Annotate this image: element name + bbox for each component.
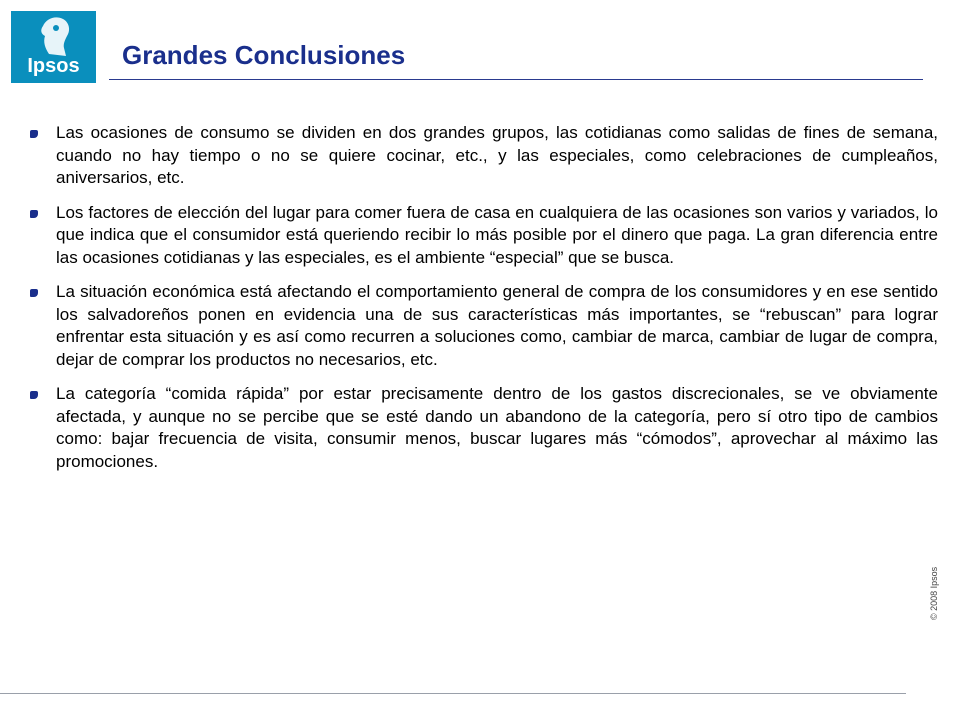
bullet-icon [30,210,38,218]
copyright-notice: © 2008 Ipsos [929,566,939,620]
page-title: Grandes Conclusiones [122,40,406,70]
list-item [24,122,938,190]
logo-text: Ipsos [27,55,80,77]
bullet-icon [30,130,38,138]
ipsos-logo [11,11,96,83]
bullet-icon [30,391,38,399]
list-item-text: Las ocasiones de consumo se dividen en dos grandes grupos, las cotidianas como salidas de fines de semana, cuando no hay tiempo o no se quiere cocinar, etc., y las especiales, como celebraciones de cumpleaños, aniversarios, etc. [56,123,938,187]
list-item [24,202,938,270]
list-item-text: La categoría “comida rápida” por estar precisamente dentro de los gastos discrecionales, se ve obviamente afectada, y aunque no se percibe que se esté dando un abandono de la categoría, pero sí otro tipo de cambios como: bajar frecuencia de visita, consumir menos, buscar lugares más “cómodos”, aprovechar al máximo las promociones. [56,384,938,471]
list-item-text: La situación económica está afectando el comportamiento general de compra de los consumidores y en ese sentido los salvadoreños ponen en evidencia una de sus características más importantes, se “rebuscan” para lograr enfrentar esta situación y es así como recurren a soluciones como, cambiar de marca, cambiar de lugar de compra, dejar de comprar los productos no necesarios, etc. [56,282,938,369]
list-item [24,383,938,473]
list-item [24,281,938,371]
profile-head-icon [33,14,75,56]
title-divider [109,79,923,80]
bullet-icon [30,289,38,297]
list-item-text: Los factores de elección del lugar para comer fuera de casa en cualquiera de las ocasiones son varios y variados, lo que indica que el consumidor está queriendo recibir lo más posible por el dinero que paga. La gran diferencia entre las ocasiones cotidianas y las especiales, es el ambiente “especial” que se busca. [56,202,938,267]
conclusions-list [24,122,938,485]
footer-divider [0,693,906,694]
